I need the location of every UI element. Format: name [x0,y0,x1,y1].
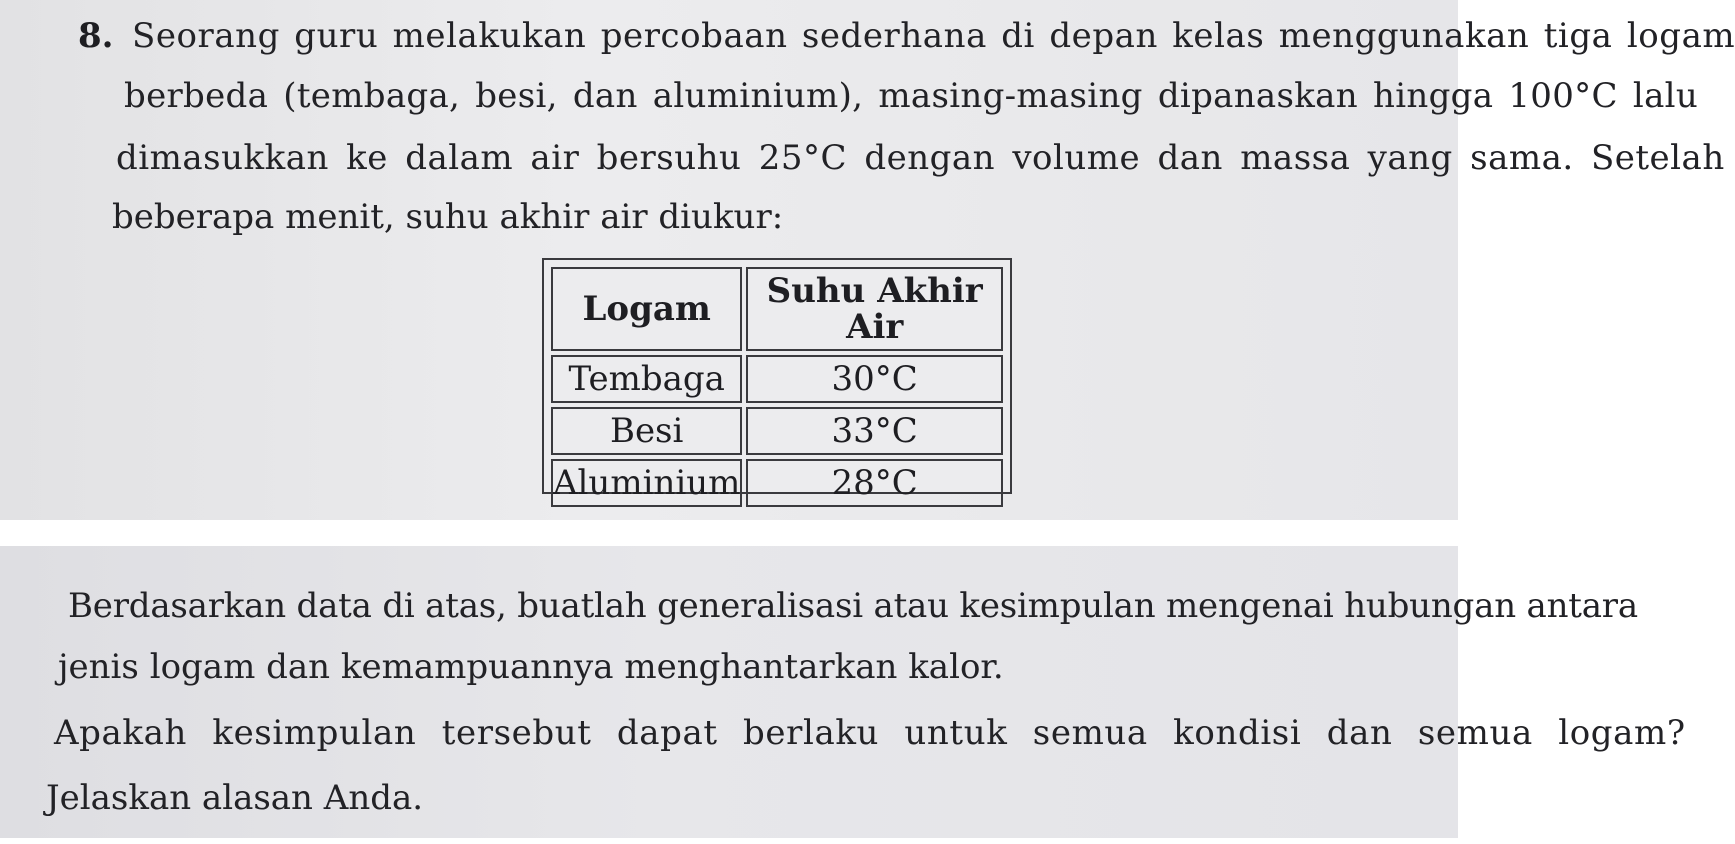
header-logam: Logam [551,267,742,351]
prompt-line-1: Berdasarkan data di atas, buatlah generalisasi atau kesimpulan mengenai hubungan antara [68,586,1638,626]
table-row [551,407,1003,455]
metal-name-cell: Besi [551,407,742,455]
question-line-4: beberapa menit, suhu akhir air diukur: [112,197,784,237]
header-suhu-akhir-air: Suhu Akhir Air [746,267,1003,351]
prompt-line-2: jenis logam dan kemampuannya menghantarkan kalor. [58,647,1004,687]
prompt-line-4: Jelaskan alasan Anda. [46,778,424,818]
temperature-cell: 33°C [746,407,1003,455]
question-line-1: Seorang guru melakukan percobaan sederhana di depan kelas menggunakan tiga logam [132,16,1735,56]
table-header-row [551,267,1003,351]
metal-name-cell: Tembaga [551,355,742,403]
question-line-2: berbeda (tembaga, besi, dan aluminium), masing-masing dipanaskan hingga 100°C lalu [124,76,1699,116]
table-row [551,355,1003,403]
temperature-table [542,258,1012,503]
table-row [551,459,1003,507]
prompt-line-3: Apakah kesimpulan tersebut dapat berlaku untuk semua kondisi dan semua logam? [54,713,1686,753]
question-number: 8. [78,16,114,56]
temperature-cell: 30°C [746,355,1003,403]
question-line-3: dimasukkan ke dalam air bersuhu 25°C dengan volume dan massa yang sama. Setelah [116,138,1725,178]
metal-name-cell: Aluminium [551,459,742,507]
temperature-cell: 28°C [746,459,1003,507]
